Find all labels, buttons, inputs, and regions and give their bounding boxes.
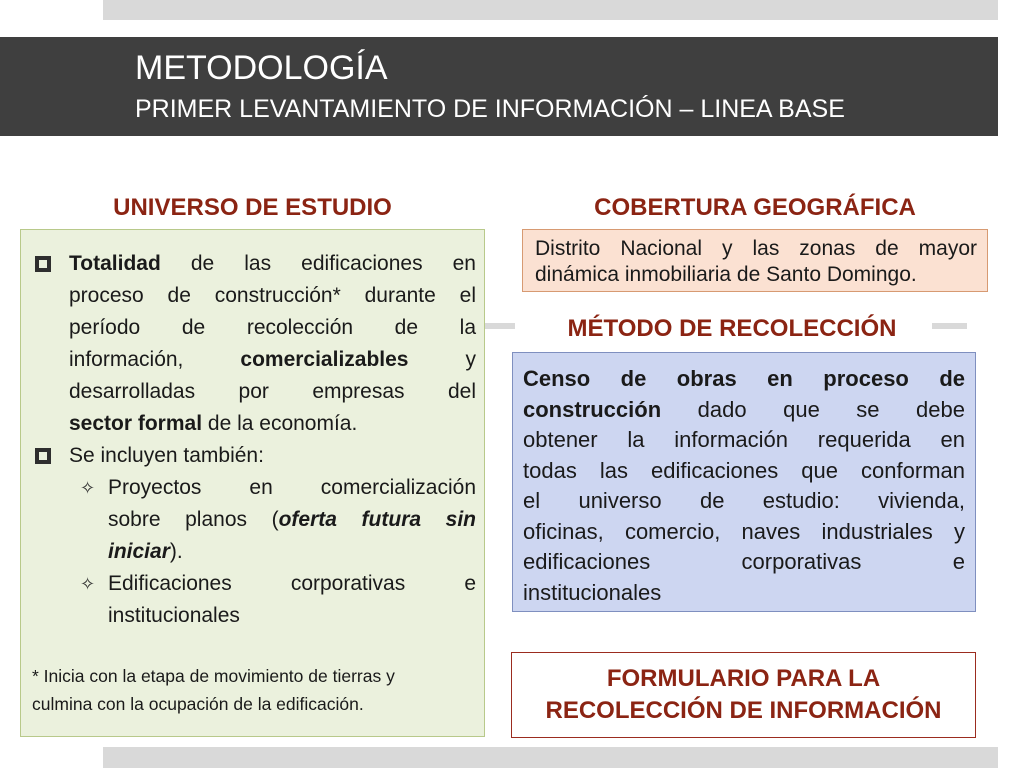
star-bullet-icon: ✧ <box>80 478 96 498</box>
sub1-line-3: iniciar). <box>108 540 183 563</box>
metodo-line-5: el universo de estudio: vivienda, <box>523 488 965 513</box>
formulario-box <box>511 652 976 738</box>
sub2-line-1: Edificaciones corporativas e <box>108 572 476 595</box>
formulario-line-1: FORMULARIO PARA LA <box>606 665 881 692</box>
star-bullet-icon: ✧ <box>80 574 96 594</box>
bottom-decor-strip <box>103 747 998 768</box>
heading-universo: UNIVERSO DE ESTUDIO <box>113 194 392 221</box>
metodo-line-4: todas las edificaciones que conforman <box>523 457 965 483</box>
footnote-line-1: * Inicia con la etapa de movimiento de tierras y <box>32 666 395 686</box>
universo-line-1: Totalidad de las edificaciones en <box>69 252 476 275</box>
metodo-line-2: construcción dado que se debe <box>523 396 965 422</box>
universo-line-6: sector formal de la economía. <box>69 412 358 435</box>
slide-title: METODOLOGÍA <box>135 49 388 87</box>
metodo-line-3: obtener la información requerida en <box>523 427 965 452</box>
connector-left <box>485 323 515 329</box>
square-bullet-icon <box>35 448 51 464</box>
cobertura-box <box>522 229 988 292</box>
footnote <box>32 662 477 718</box>
sub1-line-1: Proyectos en comercialización <box>108 476 476 499</box>
slide-subtitle: PRIMER LEVANTAMIENTO DE INFORMACIÓN – LINEA BASE <box>135 95 845 123</box>
heading-cobertura: COBERTURA GEOGRÁFICA <box>594 194 916 221</box>
universo-line-4: información, comercializables y <box>69 348 476 371</box>
universo-line-5: desarrolladas por empresas del <box>69 380 476 403</box>
metodo-line-1: Censo de obras en proceso de <box>523 366 965 391</box>
metodo-line-7: edificaciones corporativas e <box>523 549 965 574</box>
footnote-line-2: culmina con la ocupación de la edificación. <box>32 694 364 714</box>
square-bullet-icon <box>35 256 51 272</box>
sub1-line-2: sobre planos (oferta futura sin <box>108 508 476 531</box>
universo-line-3: período de recolección de la <box>69 316 476 339</box>
metodo-line-6: oficinas, comercio, naves industriales y <box>523 518 965 544</box>
metodo-box <box>512 352 976 612</box>
top-decor-strip <box>103 0 998 20</box>
cobertura-line-2: dinámica inmobiliaria de Santo Domingo. <box>535 263 917 286</box>
formulario-line-2: RECOLECCIÓN DE INFORMACIÓN <box>545 697 942 724</box>
universo-included-label: Se incluyen también: <box>69 444 264 467</box>
heading-metodo: MÉTODO DE RECOLECCIÓN <box>567 315 897 342</box>
metodo-line-8: institucionales <box>523 579 662 605</box>
universo-line-2: proceso de construcción* durante el <box>69 284 476 307</box>
cobertura-line-1: Distrito Nacional y las zonas de mayor <box>535 237 977 260</box>
sub2-line-2: institucionales <box>108 604 240 627</box>
